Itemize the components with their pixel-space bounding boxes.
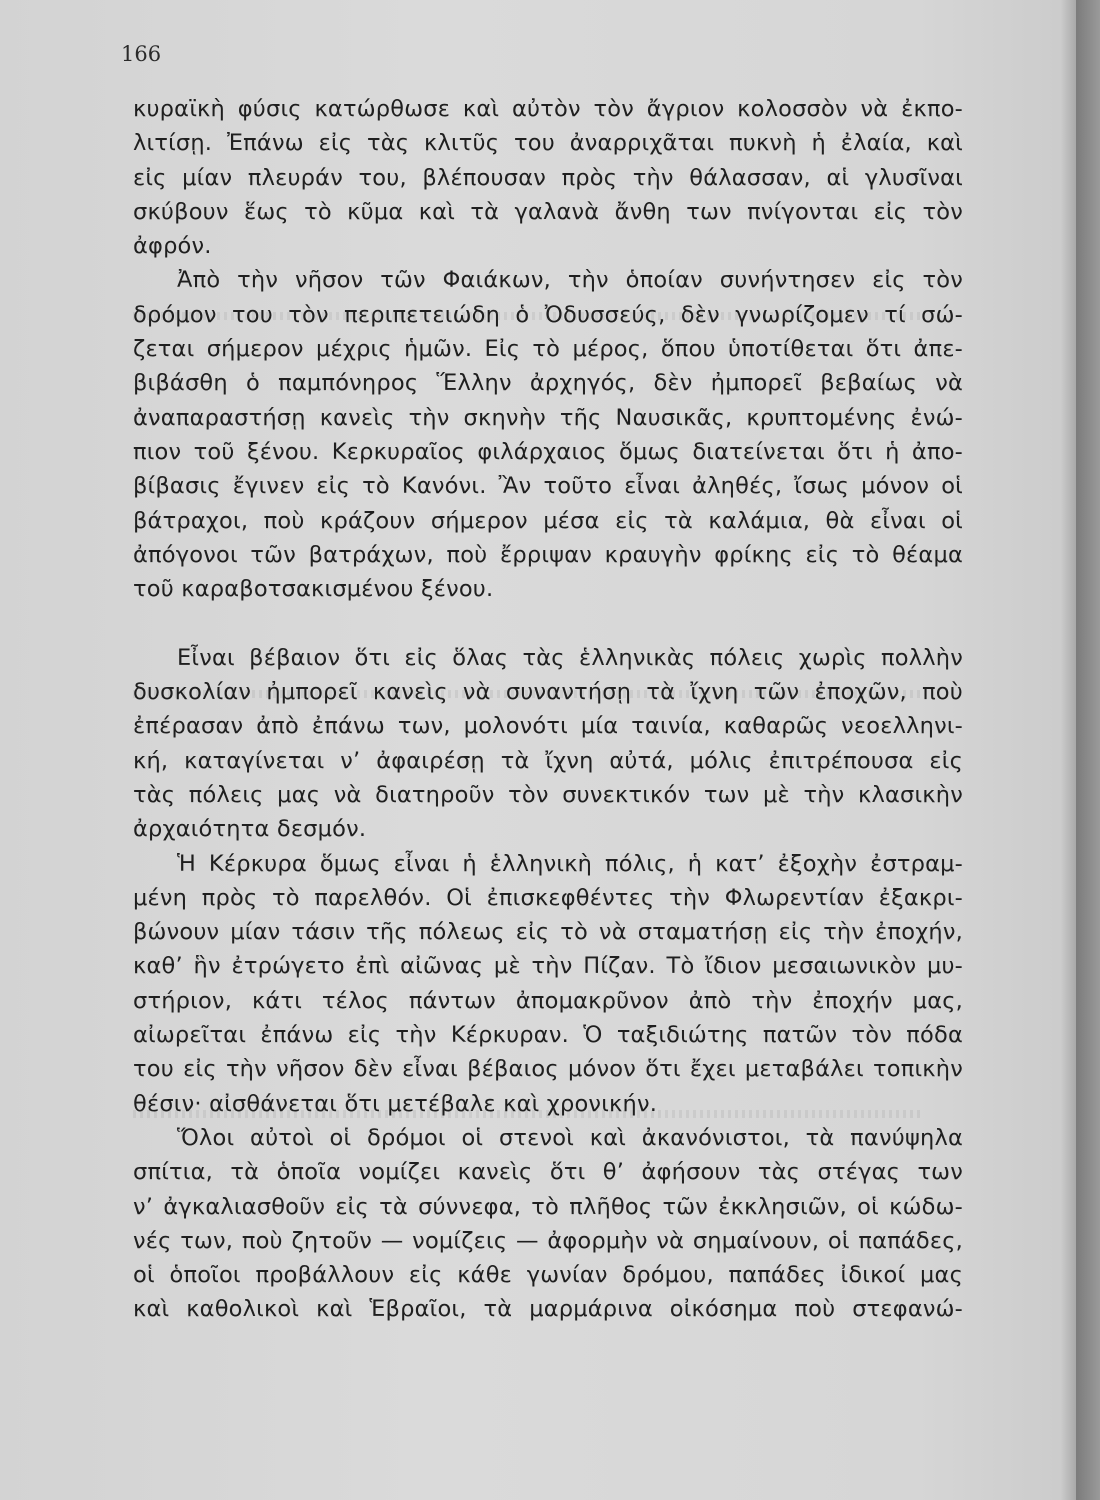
text-line: δυσκολίαν ἠμπορεῖ κανεὶς νὰ συναντήσῃ τὰ ἴχνη τῶν ἐποχῶν, ποὺ <box>133 679 963 706</box>
paragraph <box>133 263 963 606</box>
scanner-background <box>1076 0 1100 1500</box>
text-line: στήριον, κάτι τέλος πάντων ἀπομακρῦνον ἀπὸ τὴν ἐποχήν μας, <box>133 987 963 1014</box>
text-line: πιον τοῦ ξένου. Κερκυραῖος φιλάρχαιος ὅμως διατείνεται ὅτι ἡ ἀπο- <box>133 438 963 465</box>
paragraph <box>133 1121 963 1327</box>
text-line: Ὅλοι αὐτοὶ οἱ δρόμοι οἱ στενοὶ καὶ ἀκανόνιστοι, τὰ πανύψηλα <box>177 1124 963 1151</box>
text-line: βώνουν μίαν τάσιν τῆς πόλεως εἰς τὸ νὰ σταματήσῃ εἰς τὴν ἐποχήν, <box>133 919 963 946</box>
text-line: Εἶναι βέβαιον ὅτι εἰς ὅλας τὰς ἑλληνικὰς πόλεις χωρὶς πολλὴν <box>177 644 963 671</box>
text-line: βάτραχοι, ποὺ κράζουν σήμερον μέσα εἰς τὰ καλάμια, θὰ εἶναι οἱ <box>133 507 963 534</box>
text-line: ἀρχαιότητα δεσμόν. <box>133 816 367 843</box>
text-line: θέσιν· αἰσθάνεται ὅτι μετέβαλε καὶ χρονικήν. <box>133 1090 658 1117</box>
text-line: οἱ ὁποῖοι προβάλλουν εἰς κάθε γωνίαν δρόμου, παπάδες ἰδικοί μας <box>133 1262 963 1289</box>
page-edge-shadow <box>1060 0 1076 1500</box>
paragraph <box>133 92 963 263</box>
text-line: καθ’ ἣν ἐτρώγετο ἐπὶ αἰῶνας μὲ τὴν Πίζαν. Τὸ ἴδιον μεσαιωνικὸν μυ- <box>133 953 963 980</box>
text-line: Ἀπὸ τὴν νῆσον τῶν Φαιάκων, τὴν ὁποίαν συνήντησεν εἰς τὸν <box>177 267 963 294</box>
text-line: Ἡ Κέρκυρα ὅμως εἶναι ἡ ἑλληνικὴ πόλις, ἡ κατ’ ἐξοχὴν ἐστραμ- <box>177 850 963 877</box>
text-line: τὰς πόλεις μας νὰ διατηροῦν τὸν συνεκτικόν των μὲ τὴν κλασικὴν <box>133 781 963 808</box>
paragraph <box>133 847 963 1121</box>
text-line: ζεται σήμερον μέχρις ἡμῶν. Εἰς τὸ μέρος, ὅπου ὑποτίθεται ὅτι ἀπε- <box>133 336 963 363</box>
text-line: ν’ ἀγκαλιασθοῦν εἰς τὰ σύννεφα, τὸ πλῆθος τῶν ἐκκλησιῶν, οἱ κώδω- <box>133 1193 963 1220</box>
page-number: 166 <box>121 42 162 66</box>
text-line: κυραϊκὴ φύσις κατώρθωσε καὶ αὐτὸν τὸν ἄγριον κολοσσὸν νὰ ἐκπο- <box>133 96 963 122</box>
text-line: ἐπέρασαν ἀπὸ ἐπάνω των, μολονότι μία ταινία, καθαρῶς νεοελληνι- <box>133 713 963 740</box>
text-line: βίβασις ἔγινεν εἰς τὸ Κανόνι. Ἂν τοῦτο εἶναι ἀληθές, ἴσως μόνον οἱ <box>133 473 963 500</box>
text-line: καὶ καθολικοὶ καὶ Ἑβραῖοι, τὰ μαρμάρινα οἰκόσημα ποὺ στεφανώ- <box>133 1296 963 1323</box>
text-line: μένη πρὸς τὸ παρελθόν. Οἱ ἐπισκεφθέντες τὴν Φλωρεντίαν ἐξακρι- <box>133 884 963 911</box>
text-line: του εἰς τὴν νῆσον δὲν εἶναι βέβαιος μόνον ὅτι ἔχει μεταβάλει τοπικὴν <box>133 1056 963 1083</box>
text-line: αἰωρεῖται ἐπάνω εἰς τὴν Κέρκυραν. Ὁ ταξιδιώτης πατῶν τὸν πόδα <box>133 1022 963 1049</box>
text-line: βιβάσθη ὁ παμπόνηρος Ἕλλην ἀρχηγός, δὲν ἠμπορεῖ βεβαίως νὰ <box>133 370 963 397</box>
section-gap <box>133 606 963 640</box>
text-line: ἀναπαραστήσῃ κανεὶς τὴν σκηνὴν τῆς Ναυσικᾶς, κρυπτομένης ἐνώ- <box>133 404 963 431</box>
text-line: εἰς μίαν πλευράν του, βλέπουσαν πρὸς τὴν θάλασσαν, αἱ γλυσῖναι <box>133 164 963 191</box>
body-text <box>133 92 963 1327</box>
text-line: δρόμον του τὸν περιπετειώδη ὁ Ὀδυσσεύς, δὲν γνωρίζομεν τί σώ- <box>133 301 963 328</box>
text-line: σκύβουν ἕως τὸ κῦμα καὶ τὰ γαλανὰ ἄνθη των πνίγονται εἰς τὸν <box>133 198 963 225</box>
text-line: κή, καταγίνεται ν’ ἀφαιρέσῃ τὰ ἴχνη αὐτά, μόλις ἐπιτρέπουσα εἰς <box>133 747 963 774</box>
text-line: σπίτια, τὰ ὁποῖα νομίζει κανεὶς ὅτι θ’ ἀφήσουν τὰς στέγας των <box>133 1159 963 1186</box>
text-line: λιτίσῃ. Ἐπάνω εἰς τὰς κλιτῦς του ἀναρριχᾶται πυκνὴ ἡ ἐλαία, καὶ <box>133 130 963 157</box>
text-line: τοῦ καραβοτσακισμένου ξένου. <box>133 576 494 603</box>
paragraph <box>133 641 963 847</box>
text-line: ἀπόγονοι τῶν βατράχων, ποὺ ἔρριψαν κραυγὴν φρίκης εἰς τὸ θέαμα <box>133 541 963 568</box>
text-line: νές των, ποὺ ζητοῦν — νομίζεις — ἀφορμὴν νὰ σημαίνουν, οἱ παπάδες, <box>133 1227 963 1254</box>
text-line: ἀφρόν. <box>133 233 212 260</box>
